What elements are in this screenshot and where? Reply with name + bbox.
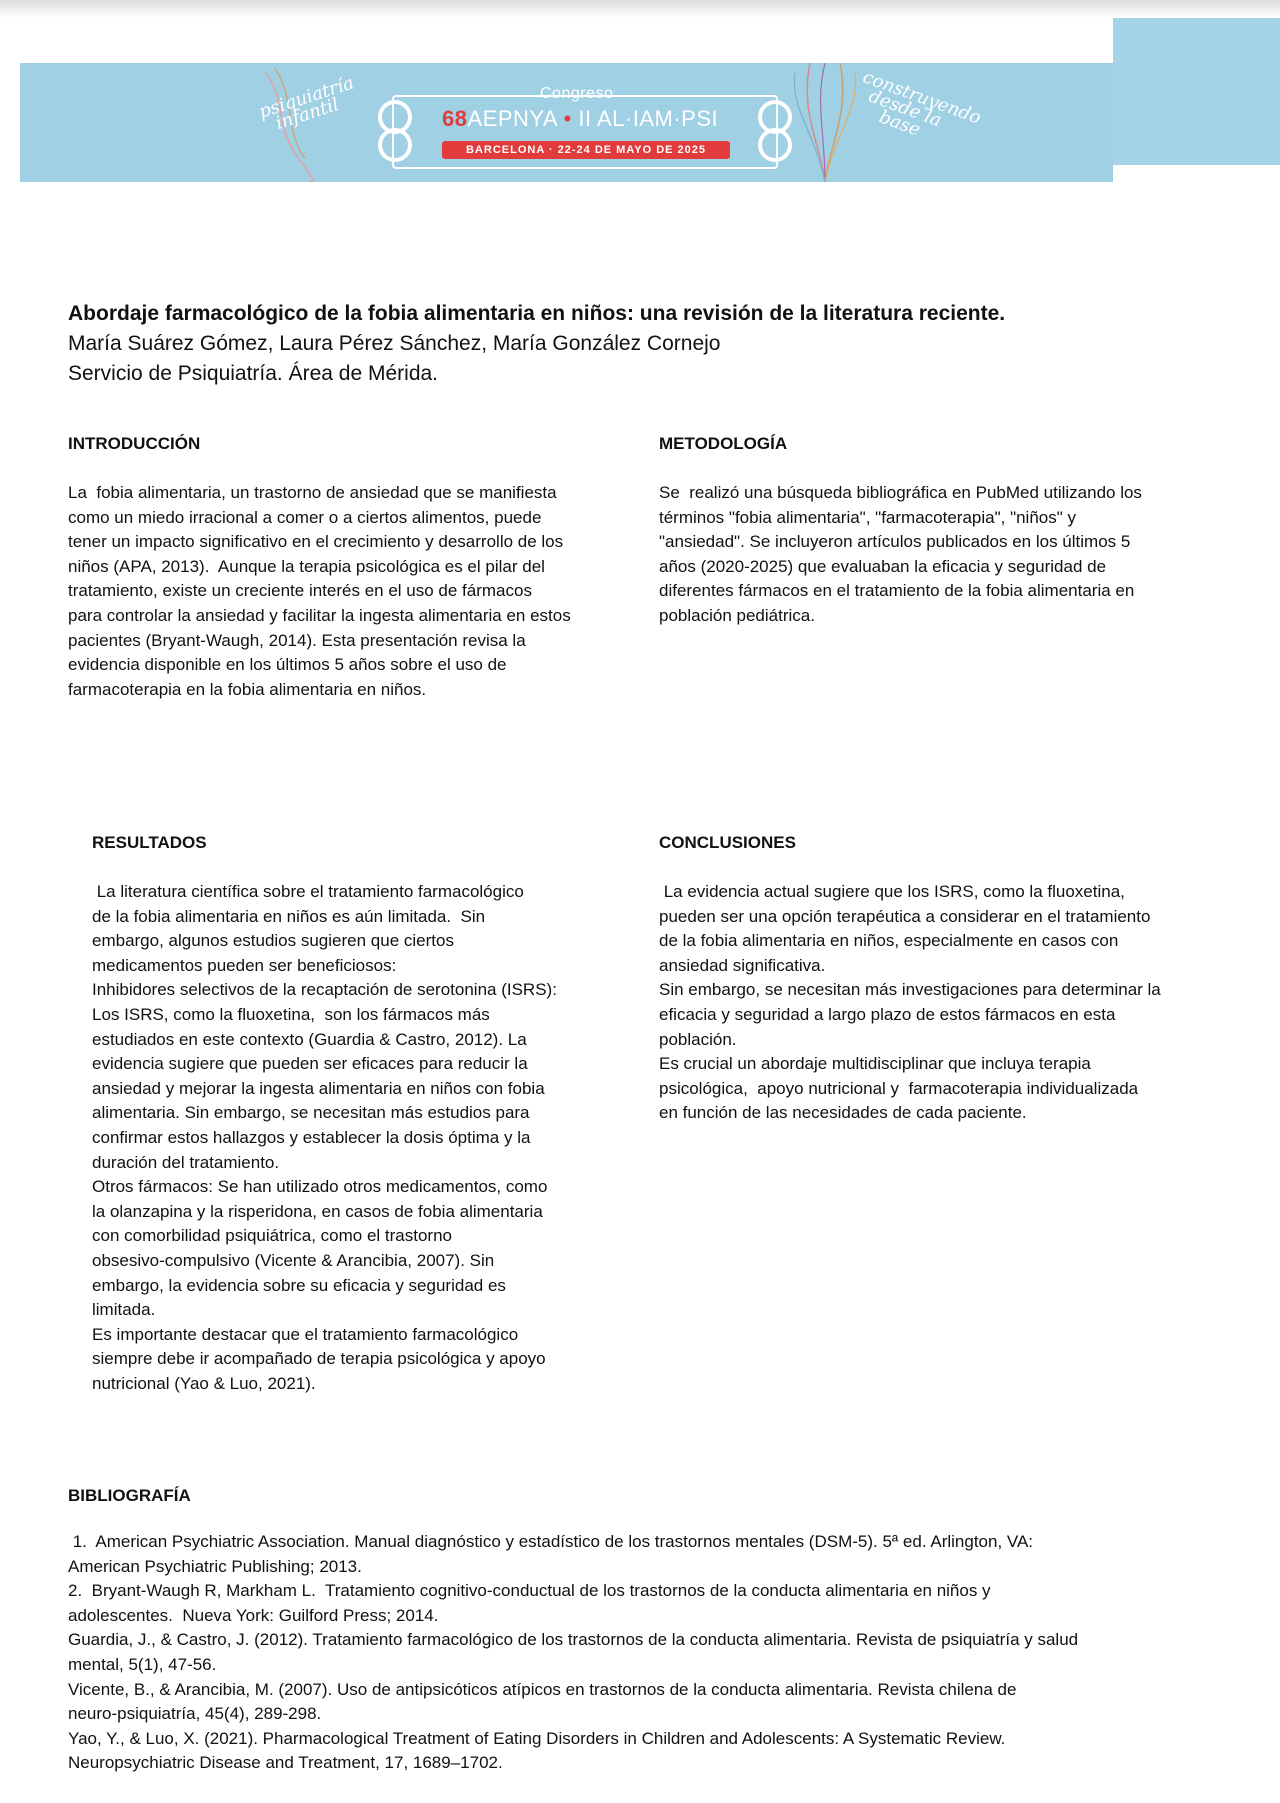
text-line: como un miedo irracional a comer o a ciertos alimentos, puede xyxy=(68,507,542,527)
edition-separator: • xyxy=(563,106,572,131)
text-line: adolescentes. Nueva York: Guilford Press; 2014. xyxy=(68,1605,439,1625)
edition-number: 68 xyxy=(442,106,468,131)
text-line: 1. American Psychiatric Association. Manual diagnóstico y estadístico de los trastornos mentales (DSM-5). 5ª ed. Arlington, VA: xyxy=(68,1532,1034,1551)
text-line: limitada. xyxy=(92,1300,156,1320)
text-line: diferentes fármacos en el tratamiento de la fobia alimentaria en xyxy=(659,581,1135,601)
text-line: alimentaria. Sin embargo, se necesitan más estudios para xyxy=(92,1103,530,1123)
text-line: Los ISRS, como la fluoxetina, son los fármacos más xyxy=(92,1004,490,1024)
text-line: términos "fobia alimentaria", "farmacoterapia", "niños" y xyxy=(659,507,1076,527)
text-line: La evidencia actual sugiere que los ISRS, como la fluoxetina, xyxy=(659,882,1125,901)
text-line: Es crucial un abordaje multidisciplinar que incluya terapia xyxy=(659,1054,1091,1074)
text-line: eficacia y seguridad a largo plazo de estos fármacos en esta xyxy=(659,1004,1116,1024)
text-line: American Psychiatric Publishing; 2013. xyxy=(68,1556,362,1576)
edition-name: AEPNYA xyxy=(467,106,557,131)
text-line: Guardia, J., & Castro, J. (2012). Tratamiento farmacológico de los trastornos de la conducta alimentaria. Revista de psiquiatría y salud xyxy=(68,1630,1079,1650)
text-line: ansiedad y mejorar la ingesta alimentaria en niños con fobia xyxy=(92,1078,545,1098)
congreso-label: Congreso xyxy=(540,85,614,102)
text-line: Sin embargo, se necesitan más investigaciones para determinar la xyxy=(659,980,1161,1000)
metodologia-heading: METODOLOGÍA xyxy=(659,434,788,453)
conclusiones-body xyxy=(659,880,1239,1126)
metodologia-body xyxy=(659,481,1239,629)
text-line: Neuropsychiatric Disease and Treatment, 17, 1689–1702. xyxy=(68,1753,503,1773)
text-line: Vicente, B., & Arancibia, M. (2007). Uso de antipsicóticos atípicos en trastornos de la conducta alimentaria. Revista chilena de xyxy=(68,1679,1017,1699)
text-line: de la fobia alimentaria en niños es aún limitada. Sin xyxy=(92,906,486,926)
paper-title: Abordaje farmacológico de la fobia alimentaria en niños: una revisión de la literatura reciente. xyxy=(68,302,1006,325)
bibliografia-list xyxy=(68,1530,1218,1776)
second-event-name: II AL·IAM·PSI xyxy=(578,106,719,131)
text-line: Otros fármacos: Se han utilizado otros medicamentos, como xyxy=(92,1177,548,1197)
text-line: farmacoterapia en la fobia alimentaria en niños. xyxy=(68,679,427,699)
city-dates-badge: BARCELONA · 22-24 DE MAYO DE 2025 xyxy=(442,141,730,159)
text-line: embargo, la evidencia sobre su eficacia y seguridad es xyxy=(92,1275,506,1295)
text-line: evidencia disponible en los últimos 5 años sobre el uso de xyxy=(68,655,507,675)
text-line: mental, 5(1), 47-56. xyxy=(68,1654,217,1674)
right-script-text: construyendo desde la base xyxy=(860,66,984,141)
text-line: neuro-psiquiatría, 45(4), 289-298. xyxy=(68,1704,322,1724)
text-line: tratamiento, existe un creciente interés en el uso de fármacos xyxy=(68,581,532,601)
text-line: de la fobia alimentaria en niños, especialmente en casos con xyxy=(659,931,1119,951)
text-line: embargo, algunos estudios sugieren que ciertos xyxy=(92,931,454,951)
text-line: niños (APA, 2013). Aunque la terapia psicológica es el pilar del xyxy=(68,556,545,576)
introduccion-heading: INTRODUCCIÓN xyxy=(68,434,201,453)
text-line: Es importante destacar que el tratamiento farmacológico xyxy=(92,1324,519,1344)
paper-authors: María Suárez Gómez, Laura Pérez Sánchez, María González Cornejo xyxy=(68,332,721,355)
text-line: La literatura científica sobre el tratamiento farmacológico xyxy=(92,882,524,901)
text-line: evidencia sugiere que pueden ser eficaces para reducir la xyxy=(92,1054,528,1074)
paper-affiliation: Servicio de Psiquiatría. Área de Mérida. xyxy=(68,362,439,385)
text-line: en función de las necesidades de cada paciente. xyxy=(659,1103,1027,1123)
text-line: confirmar estos hallazgos y establecer la dosis óptima y la xyxy=(92,1127,531,1147)
text-line: población. xyxy=(659,1029,737,1049)
text-line: pueden ser una opción terapéutica a considerar en el tratamiento xyxy=(659,906,1151,926)
text-line: 2. Bryant-Waugh R, Markham L. Tratamiento cognitivo-conductual de los trastornos de la conducta alimentaria en niños y xyxy=(68,1581,991,1601)
text-line: Se realizó una búsqueda bibliográfica en PubMed utilizando los xyxy=(659,483,1142,502)
text-line: siempre debe ir acompañado de terapia psicológica y apoyo xyxy=(92,1349,546,1369)
text-line: nutricional (Yao & Luo, 2021). xyxy=(92,1373,316,1393)
text-line: población pediátrica. xyxy=(659,605,815,625)
text-line: años (2020-2025) que evaluaban la eficacia y seguridad de xyxy=(659,556,1107,576)
text-line: pacientes (Bryant-Waugh, 2014). Esta presentación revisa la xyxy=(68,630,526,650)
text-line: ansiedad significativa. xyxy=(659,955,826,975)
text-line: tener un impacto significativo en el crecimiento y desarrollo de los xyxy=(68,532,564,552)
text-line: La fobia alimentaria, un trastorno de ansiedad que se manifiesta xyxy=(68,483,557,502)
text-line: duración del tratamiento. xyxy=(92,1152,280,1172)
text-line: la olanzapina y la risperidona, en casos de fobia alimentaria xyxy=(92,1201,543,1221)
introduccion-body xyxy=(68,481,648,702)
text-line: medicamentos pueden ser beneficiosos: xyxy=(92,955,397,975)
text-line: Yao, Y., & Luo, X. (2021). Pharmacological Treatment of Eating Disorders in Children and Adolescents: A Systematic Review. xyxy=(68,1728,1006,1748)
text-line: "ansiedad". Se incluyeron artículos publicados en los últimos 5 xyxy=(659,532,1131,552)
resultados-heading: RESULTADOS xyxy=(92,833,207,852)
text-line: para controlar la ansiedad y facilitar la ingesta alimentaria en estos xyxy=(68,605,571,625)
left-script-text: psiquiatría infantil xyxy=(256,72,357,135)
text-line: Inhibidores selectivos de la recaptación de serotonina (ISRS): xyxy=(92,980,557,1000)
text-line: con comorbilidad psiquiátrica, como el trastorno xyxy=(92,1226,453,1246)
resultados-body xyxy=(92,880,652,1396)
bibliografia-heading: BIBLIOGRAFÍA xyxy=(68,1486,191,1505)
conclusiones-heading: CONCLUSIONES xyxy=(659,833,796,852)
text-line: obsesivo-compulsivo (Vicente & Arancibia, 2007). Sin xyxy=(92,1250,495,1270)
text-line: estudiados en este contexto (Guardia & Castro, 2012). La xyxy=(92,1029,527,1049)
text-line: psicológica, apoyo nutricional y farmacoterapia individualizada xyxy=(659,1078,1139,1098)
